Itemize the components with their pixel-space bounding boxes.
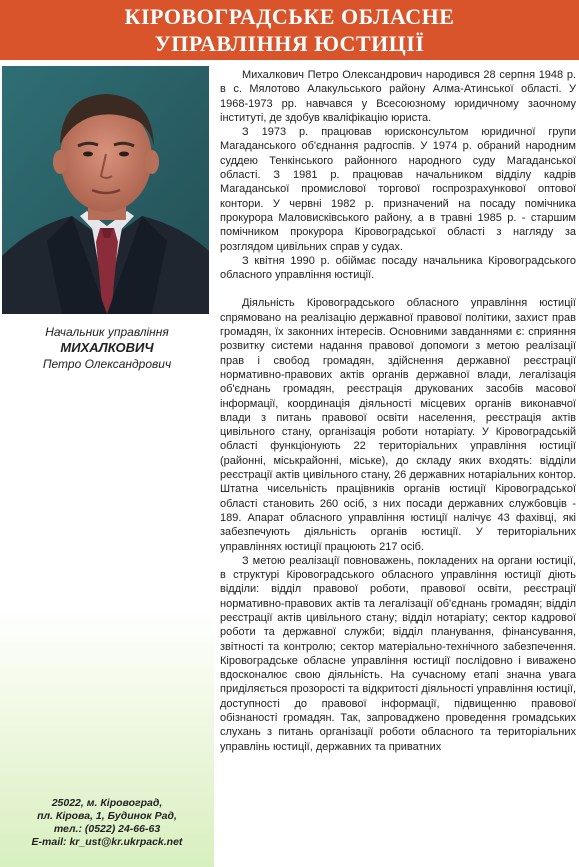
contact-email: E-mail: kr_ust@kr.ukrpack.net: [31, 836, 183, 848]
paragraph-biography-birth: Михалкович Петро Олександрович народився 28 серпня 1948 р. в с. Мялотово Алакульського району Алма-Атинської області. У 1968-1973 рр. навчався у Всесоюзному юридичному заочному інституті, де здобув кваліфікацію юриста.: [220, 69, 576, 124]
contact-block: [0, 797, 214, 849]
paragraph-biography-current: З квітня 1990 р. обіймає посаду начальника Кіровоградського обласного управління юстиції.: [220, 254, 576, 282]
header-title-line1: КІРОВОГРАДСЬКЕ ОБЛАСНЕ: [124, 4, 455, 29]
paragraph-activity: Діяльність Кіровоградського обласного управління юстиції спрямовано на реалізацію державної правової політики, захист прав громадян, їх законних інтересів. Основними завданнями є: сприяння розвитку системи надання правової допомоги з метою реалізації прав і свобод громадян, здійснення державної реєстрації нормативно-правових актів органів державної влади, легалізація об'єднань громадян, реєстрація друкованих засобів масової інформації, координація діяльності місцевих органів виконавчої влади з питань правової освіти населення, реєстрація актів цивільного стану, організація роботи нотаріату. У Кіровоградській області функціонують 22 територіальних управління юстиції (районні, міськрайонні, міське), до складу яких входять: відділи реєстрації актів цивільного стану, 26 державних нотаріальних контор. Штатна чисельність працівників органів юстиції Кіровоградської області становить 260 осіб, з них посади державних службовців - 189. Апарат обласного управління юстиції налічує 43 фахівці, які забезпечують діяльність органів юстиції. У територіальних управліннях юстиції працюють 217 осіб.: [220, 297, 577, 553]
contact-address-street: пл. Кірова, 1, Будинок Рад,: [37, 810, 177, 822]
page-header: [0, 0, 579, 60]
paragraph-biography-career: З 1973 р. працював юрисконсультом юридичної групи Магаданського об'єднання радгоспів. У 1974 р. обраний народним суддею Тенкінського районного народного суду Магаданської області. З 1981 р. працював начальником відділу кадрів Магаданської промислової торгової госпрозрахункової оптової контори. У червні 1982 р. призначений на посаду помічника прокурора Маловисківського району, а в травні 1985 р. - старшим помічником прокурора Кіровоградської області з нагляду за розглядом цивільних справ у судах.: [220, 126, 576, 253]
portrait-photo: [2, 66, 209, 314]
contact-address-city: 25022, м. Кіровоград,: [51, 797, 163, 809]
caption-given-names: Петро Олександрович: [42, 357, 172, 371]
contact-phone: тел.: (0522) 24-66-63: [53, 823, 161, 835]
article-body: [220, 68, 576, 754]
paragraph-structure: З метою реалізації повноважень, покладених на органи юстиції, в структурі Кіровоградського обласного управління юстиції діють відділи: відділ правової роботи, правової освіти, реєстрації нормативно-правових актів та легалізації об'єднань громадян; відділ реєстрації актів цивільного стану; відділ нотаріату; сектор кадрової роботи та державної служби; відділ планування, фінансування, звітності та контролю; сектор матеріально-технічного забезпечення. Кіровоградське обласне управління юстиції послідовно і виважено вдосконалює свою діяльність. На сучасному етапі значна увага приділяється прозорості та відкритості діяльності управління юстиції, доступності до правової інформації, підвищенню правової обізнаності громадян. Так, запроваджено проведення громадських слухань з питань організації роботи обласного та територіальних управлінь юстиції, державних та приватних: [220, 554, 576, 753]
caption-position: Начальник управління: [45, 325, 169, 339]
header-title-line2: УПРАВЛІННЯ ЮСТИЦІЇ: [154, 31, 425, 56]
caption-surname: МИХАЛКОВИЧ: [60, 340, 154, 355]
portrait-caption: [0, 324, 214, 372]
